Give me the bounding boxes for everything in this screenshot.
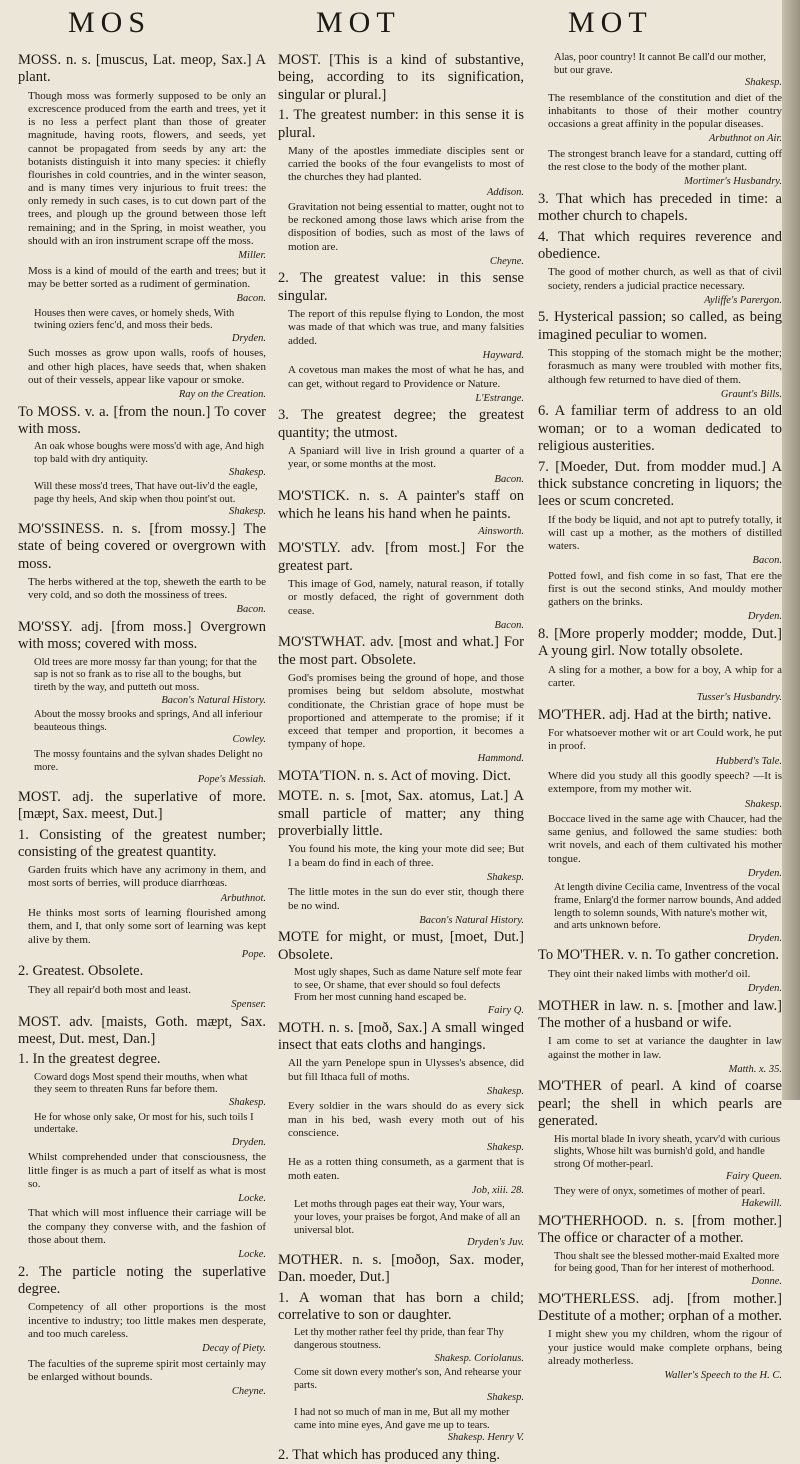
citation-source: Locke. bbox=[238, 1249, 266, 1261]
citation-source: Dryden. bbox=[231, 332, 266, 344]
dictionary-entry: MOTH. n. s. [moð, Sax.] A small winged insect that eats cloths and hangings. bbox=[278, 1019, 524, 1053]
definition-paragraph: A sling for a mother, a bow for a boy, A whip for a carter. bbox=[548, 663, 782, 689]
citation-source: Hammond. bbox=[477, 753, 524, 765]
citation-source: Cowley. bbox=[232, 734, 266, 746]
citation-source: Cheyne. bbox=[489, 255, 524, 267]
citation-source: Shakesp. Henry V. bbox=[447, 1432, 524, 1444]
citation-source: Bacon. bbox=[236, 293, 266, 304]
definition-paragraph: Though moss was formerly supposed to be only an excrescence produced from the earth and trees, yet it is no less a perfect plant than those of greater magnitude, having roots, flowers, and seeds, yet cannot be propagated from seeds by any art: the botanists distinguish it into many species: it chiefly flourishes in cold countries, and in the winter season, and is many times very injurious to fruit trees: the only remedy in such cases, is to cut down part of the trees, and plough up the ground between those left remaining; and in the Spring, in moist weather, you should with an iron instrument scrape off the moss. bbox=[28, 89, 266, 247]
dictionary-entry: 1. In the greatest degree. bbox=[18, 1051, 161, 1068]
definition-paragraph: He as a rotten thing consumeth, as a garment that is moth eaten. bbox=[288, 1156, 524, 1182]
dictionary-entry: MOTHER in law. n. s. [mother and law.] The mother of a husband or wife. bbox=[538, 997, 782, 1031]
dictionary-entry: MO'STLY. adv. [from most.] For the greatest part. bbox=[278, 540, 524, 574]
dictionary-entry: MO'THER. adj. Had at the birth; native. bbox=[538, 706, 772, 723]
citation-source: Shakesp. bbox=[486, 871, 524, 883]
dictionary-entry: 5. Hysterical passion; so called, as being imagined peculiar to women. bbox=[538, 309, 782, 343]
dictionary-entry: 8. [More properly modder; modde, Dut.] A young girl. Now totally obsolete. bbox=[538, 626, 782, 660]
citation-source: Bacon. bbox=[494, 473, 524, 485]
citation-source: Hayward. bbox=[482, 349, 524, 361]
definition-paragraph: Competency of all other proportions is the most incentive to industry; too little makes men desperate, and too much careless. bbox=[28, 1301, 266, 1340]
citation-source: Arbuthnot. bbox=[220, 892, 266, 904]
definition-paragraph: Potted fowl, and fish come in so fast, That ere the first is out the second stinks, And mouldy mother gathers on the brinks. bbox=[548, 569, 782, 609]
citation-source: Hakewill. bbox=[741, 1198, 782, 1210]
dictionary-entry: 1. Consisting of the greatest number; consisting of the greatest quantity. bbox=[18, 826, 266, 860]
running-head-right: MOT bbox=[568, 6, 653, 39]
citation-source: Tusser's Husbandry. bbox=[696, 692, 782, 704]
definition-paragraph: Boccace lived in the same age with Chaucer, had the same genius, and followed the same studies: both writ novels, and each of them cultivated his mother tongue. bbox=[548, 813, 782, 865]
citation-source: Bacon. bbox=[752, 555, 782, 567]
column-right bbox=[538, 52, 783, 1381]
citation-source: Locke. bbox=[238, 1192, 266, 1204]
definition-paragraph: Such mosses as grow upon walls, roofs of houses, and other high places, have seeds that, when shaken out of their vessels, appear like vapour or smoke. bbox=[28, 347, 266, 386]
citation-source: Miller. bbox=[238, 250, 266, 262]
dictionary-entry: 2. The particle noting the superlative degree. bbox=[18, 1263, 266, 1298]
quotation-verse: He for whose only sake, Or most for his, such toils I undertake. bbox=[34, 1111, 254, 1136]
dictionary-entry: 7. [Moeder, Dut. from modder mud.] A thick substance concreting in liquors; the lees or scum concreted. bbox=[538, 458, 782, 510]
citation-source: Dryden. bbox=[747, 983, 782, 994]
citation-source: Dryden. bbox=[747, 611, 782, 623]
definition-paragraph: They oint their naked limbs with mother'd oil. bbox=[548, 967, 751, 980]
dictionary-entry: MOST. [This is a kind of substantive, being, according to its signification, singular or plural.] bbox=[278, 52, 524, 103]
citation-source: Shakesp. bbox=[486, 1085, 524, 1097]
definition-paragraph: If the body be liquid, and not apt to putrefy totally, it will cast up a mother, as the mothers of distilled waters. bbox=[548, 513, 782, 553]
definition-paragraph: Many of the apostles immediate disciples sent or carried the books of the four evangelists to most of the churches they had planted. bbox=[288, 144, 524, 184]
dictionary-entry: MOTE. n. s. [mot, Sax. atomus, Lat.] A small particle of matter; any thing proverbially little. bbox=[278, 788, 524, 840]
quotation-verse: Thou shalt see the blessed mother-maid Exalted more for being good, Than for her interest of motherhood. bbox=[554, 1250, 780, 1275]
definition-paragraph: This stopping of the stomach might be the mother; forasmuch as many were troubled with mother fits, although few returned to have died of them. bbox=[548, 347, 782, 386]
citation-source: Shakesp. bbox=[228, 466, 266, 478]
citation-source: Ayliffe's Parergon. bbox=[704, 294, 782, 306]
definition-paragraph: Moss is a kind of mould of the earth and trees; but it may be better sorted as a rudiment of germination. bbox=[28, 264, 266, 290]
dictionary-entry: MOST. adj. the superlative of more. [mæƿt, Sax. meest, Dut.] bbox=[18, 788, 266, 823]
dictionary-entry: To MOSS. v. a. [from the noun.] To cover with moss. bbox=[18, 403, 266, 437]
quotation-verse: About the mossy brooks and springs, And all inferiour beauteous things. bbox=[34, 709, 263, 733]
definition-paragraph: The faculties of the supreme spirit most certainly may be enlarged without bounds. bbox=[28, 1357, 266, 1383]
citation-source: L'Estrange. bbox=[475, 392, 524, 404]
citation-source: Pope. bbox=[241, 948, 266, 960]
dictionary-entry: To MO'THER. v. n. To gather concretion. bbox=[538, 947, 779, 964]
citation-source: Shakesp. bbox=[744, 77, 782, 89]
definition-paragraph: Garden fruits which have any acrimony in them, and most sorts of berries, will produce diarrhœas. bbox=[28, 864, 266, 890]
quotation-verse: Alas, poor country! It cannot Be call'd our mother, but our grave. bbox=[554, 52, 766, 76]
citation-source: Hubberd's Tale. bbox=[715, 755, 782, 767]
citation-source: Shakesp. bbox=[744, 798, 782, 810]
definition-paragraph: All the yarn Penelope spun in Ulysses's absence, did but fill Ithaca full of moths. bbox=[288, 1057, 524, 1083]
dictionary-entry: MO'THER of pearl. A kind of coarse pearl; the shell in which pearls are generated. bbox=[538, 1078, 782, 1130]
dictionary-entry: 1. The greatest number: in this sense it is plural. bbox=[278, 107, 524, 141]
definition-paragraph: For whatsoever mother wit or art Could work, he put in proof. bbox=[548, 727, 782, 753]
definition-paragraph: A Spaniard will live in Irish ground a quarter of a year, or some months at the most. bbox=[288, 445, 524, 471]
definition-paragraph: You found his mote, the king your mote did see; But I a beam do find in each of three. bbox=[288, 843, 524, 869]
citation-source: Dryden. bbox=[747, 932, 782, 944]
column-left bbox=[18, 52, 266, 1397]
definition-paragraph: This image of God, namely, natural reason, if totally or mostly defaced, the right of government doth cease. bbox=[288, 578, 524, 617]
citation-source: Job, xiii. 28. bbox=[471, 1184, 524, 1196]
quotation-verse: Will these moss'd trees, That have out-liv'd the eagle, page thy heels, And skip when thou point'st out. bbox=[34, 481, 258, 505]
running-head-left: MOS bbox=[68, 6, 152, 39]
citation-source: Bacon's Natural History. bbox=[419, 914, 524, 926]
citation-source: Shakesp. bbox=[486, 1141, 524, 1153]
definition-paragraph: The herbs withered at the top, sheweth the earth to be very cold, and so doth the mossiness of trees. bbox=[28, 576, 266, 602]
dictionary-entry: MOTE for might, or must, [moet, Dut.] Obsolete. bbox=[278, 929, 524, 963]
definition-paragraph: I might shew you my children, whom the rigour of your justice would make complete orphans, being already motherless. bbox=[548, 1328, 782, 1367]
quotation-verse: Let thy mother rather feel thy pride, than fear Thy dangerous stoutness. bbox=[294, 1327, 504, 1351]
citation-source: Ray on the Creation. bbox=[178, 388, 266, 400]
definition-paragraph: A covetous man makes the most of what he has, and can get, without regard to Providence or Nature. bbox=[288, 364, 524, 390]
running-header bbox=[0, 6, 800, 52]
dictionary-entry: 6. A familiar term of address to an old woman; or to a woman dedicated to religious austerities. bbox=[538, 403, 782, 455]
dictionary-entry: 1. A woman that has born a child; correlative to son or daughter. bbox=[278, 1289, 524, 1323]
citation-source: Shakesp. bbox=[228, 506, 266, 518]
definition-paragraph: God's promises being the ground of hope, and those promises being but seldom absolute, mostwhat conditionate, the Christian grace of hope must be proportioned and attemperate to the promise; if it exceed that temper and proportion, it becomes a tympany of hope. bbox=[288, 672, 524, 751]
quotation-verse: Let moths through pages eat their way, Your wars, your loves, your praises be forgot, And make of all an universal blot. bbox=[294, 1199, 521, 1236]
definition-paragraph: I am come to set at variance the daughter in law against the mother in law. bbox=[548, 1035, 782, 1061]
dictionary-entry: 3. The greatest degree; the greatest quantity; the utmost. bbox=[278, 407, 524, 441]
citation-source: Ainsworth. bbox=[478, 525, 524, 537]
dictionary-entry: 2. The greatest value: in this sense singular. bbox=[278, 270, 524, 304]
definition-paragraph: Every soldier in the wars should do as every sick man in his bed, wash every moth out of his conscience. bbox=[288, 1100, 524, 1139]
definition-paragraph: Gravitation not being essential to matter, ought not to be reckoned among those laws which arise from the disposition of bodies, such as most of the laws of motion are. bbox=[288, 201, 524, 253]
quotation-verse: The mossy fountains and the sylvan shades Delight no more. bbox=[34, 748, 263, 773]
citation-source: Fairy Queen. bbox=[726, 1171, 782, 1183]
citation-source: Bacon. bbox=[494, 619, 524, 631]
quotation-verse: His mortal blade In ivory sheath, ycarv'd with curious slights, Whose hilt was burnish'd gold, and handle strong Of mother-pearl. bbox=[554, 1133, 781, 1170]
quotation-verse: Houses then were caves, or homely sheds, With twining oziers fenc'd, and moss their beds. bbox=[34, 307, 235, 332]
dictionary-entry: MO'SSINESS. n. s. [from mossy.] The state of being covered or overgrown with moss. bbox=[18, 520, 266, 572]
citation-source: Addison. bbox=[486, 186, 524, 198]
dictionary-entry: 2. Greatest. Obsolete. bbox=[18, 963, 144, 980]
citation-source: Dryden's Juv. bbox=[467, 1237, 524, 1249]
dictionary-entry: 3. That which has preceded in time: a mother church to chapels. bbox=[538, 190, 782, 225]
citation-source: Spenser. bbox=[231, 999, 266, 1010]
dictionary-entry: MOTHER. n. s. [moðoɲ, Sax. moder, Dan. moeder, Dut.] bbox=[278, 1251, 524, 1286]
dictionary-entry: MOTA'TION. n. s. Act of moving. Dict. bbox=[278, 767, 512, 784]
citation-source: Pope's Messiah. bbox=[197, 774, 266, 786]
citation-source: Matth. x. 35. bbox=[728, 1063, 782, 1075]
citation-source: Decay of Piety. bbox=[202, 1342, 266, 1354]
citation-source: Fairy Q. bbox=[487, 1004, 524, 1016]
quotation-verse: Old trees are more mossy far than young; for that the sap is not so frank as to rise all to the boughs, but tireth by the way, and putteth out moss. bbox=[34, 656, 257, 693]
definition-paragraph: The good of mother church, as well as that of civil society, renders a judicial practice necessary. bbox=[548, 266, 782, 292]
dictionary-entry: MO'SSY. adj. [from moss.] Overgrown with moss; covered with moss. bbox=[18, 619, 266, 653]
page-binding-edge bbox=[782, 0, 800, 1100]
definition-paragraph: That which will most influence their carriage will be the company they converse with, and the fashion of those about them. bbox=[28, 1207, 266, 1246]
citation-source: Graunt's Bills. bbox=[720, 388, 782, 400]
running-head-center: MOT bbox=[316, 6, 401, 39]
citation-source: Arbuthnot on Air. bbox=[708, 133, 782, 145]
definition-paragraph: Whilst comprehended under that consciousness, the little finger is as much a part of itself as what is most so. bbox=[28, 1151, 266, 1190]
dictionary-entry: 4. That which requires reverence and obedience. bbox=[538, 228, 782, 263]
definition-paragraph: He thinks most sorts of learning flourished among them, and I, that only some sort of learning was kept alive by them. bbox=[28, 907, 266, 946]
definition-paragraph: Where did you study all this goodly speech? —It is extempore, from my mother wit. bbox=[548, 770, 782, 796]
definition-paragraph: The report of this repulse flying to London, the most was made of that which was true, and many falsities added. bbox=[288, 308, 524, 347]
quotation-verse: Come sit down every mother's son, And rehearse your parts. bbox=[294, 1367, 522, 1391]
citation-source: Shakesp. Coriolanus. bbox=[434, 1352, 524, 1364]
dictionary-entry: 2. That which has produced any thing. bbox=[278, 1446, 501, 1463]
citation-source: Waller's Speech to the H. C. bbox=[664, 1369, 782, 1381]
citation-source: Bacon. bbox=[236, 604, 266, 616]
citation-source: Dryden. bbox=[747, 867, 782, 879]
column-middle bbox=[278, 52, 524, 1463]
definition-paragraph: The strongest branch leave for a standard, cutting off the rest close to the body of the mother plant. bbox=[548, 147, 782, 174]
citation-source: Dryden. bbox=[231, 1136, 266, 1148]
quotation-verse: They were of onyx, sometimes of mother of pearl. bbox=[554, 1185, 766, 1197]
quotation-verse: At length divine Cecilia came, Inventress of the vocal frame, Enlarg'd the former narrow bounds, And added length to solemn sounds, With nature's mother wit, and arts unknown before. bbox=[554, 882, 782, 932]
citation-source: Mortimer's Husbandry. bbox=[684, 176, 782, 188]
citation-source: Shakesp. bbox=[486, 1392, 524, 1404]
dictionary-entry: MOST. adv. [maists, Goth. mæƿt, Sax. meest, Dut. mest, Dan.] bbox=[18, 1013, 266, 1047]
dictionary-entry: MO'THERLESS. adj. [from mother.] Destitute of a mother; orphan of a mother. bbox=[538, 1290, 783, 1325]
quotation-verse: I had not so much of man in me, But all my mother came into mine eyes, And gave me up to tears. bbox=[294, 1406, 510, 1431]
definition-paragraph: The resemblance of the constitution and diet of the inhabitants to those of their mother country occasions a great affinity in the popular diseases. bbox=[548, 91, 782, 131]
citation-source: Cheyne. bbox=[231, 1385, 266, 1397]
citation-source: Donne. bbox=[751, 1276, 782, 1288]
quotation-verse: Most ugly shapes, Such as dame Nature self mote fear to see, Or shame, that ever should so foul defects From her most cunning hand escaped be. bbox=[294, 967, 523, 1004]
dictionary-entry: MO'STWHAT. adv. [most and what.] For the most part. Obsolete. bbox=[278, 634, 524, 668]
dictionary-entry: MOSS. n. s. [muscus, Lat. meoƿ, Sax.] A plant. bbox=[18, 52, 266, 86]
citation-source: Bacon's Natural History. bbox=[161, 694, 266, 706]
dictionary-entry: MO'STICK. n. s. A painter's staff on which he leans his hand when he paints. bbox=[278, 488, 524, 522]
definition-paragraph: They all repair'd both most and least. bbox=[28, 983, 191, 996]
definition-paragraph: The little motes in the sun do ever stir, though there be no wind. bbox=[288, 886, 524, 912]
citation-source: Shakesp. bbox=[228, 1096, 266, 1108]
dictionary-entry: MO'THERHOOD. n. s. [from mother.] The office or character of a mother. bbox=[538, 1213, 782, 1247]
quotation-verse: Coward dogs Most spend their mouths, when what they seem to threaten Runs far before them. bbox=[34, 1071, 248, 1096]
quotation-verse: An oak whose boughs were moss'd with age, And high top bald with dry antiquity. bbox=[34, 441, 264, 465]
